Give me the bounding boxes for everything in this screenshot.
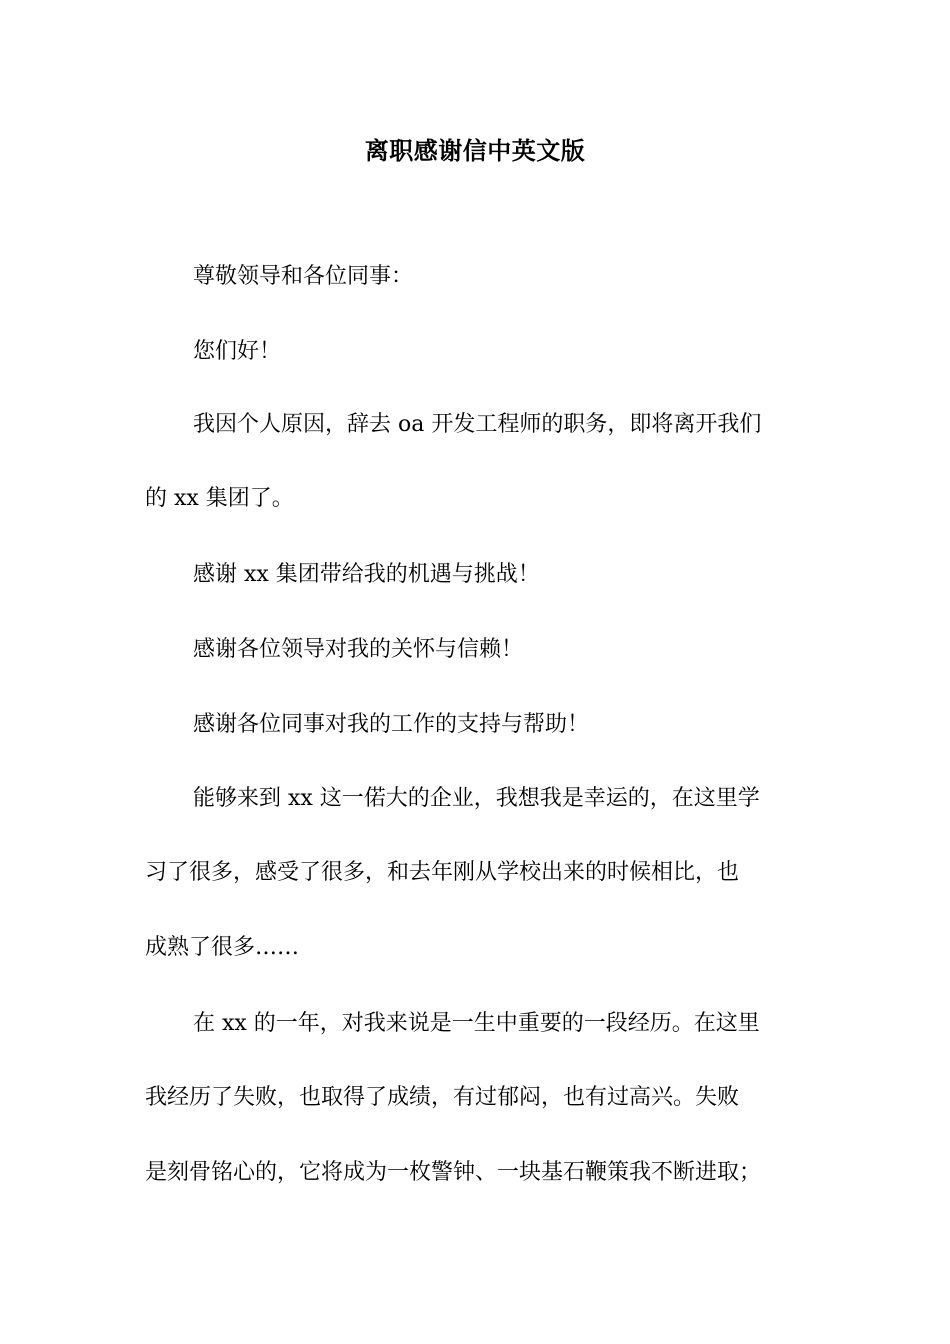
paragraph-line: 感谢各位领导对我的关怀与信赖！: [193, 637, 524, 662]
paragraph-line: 习了很多，感受了很多，和去年刚从学校出来的时候相比，也: [145, 860, 740, 885]
paragraph-line: 感谢各位同事对我的工作的支持与帮助！: [193, 712, 590, 737]
paragraph-line: 是刻骨铭心的，它将成为一枚警钟、一块基石鞭策我不断进取；: [145, 1160, 762, 1185]
salutation-line: 尊敬领导和各位同事：: [193, 264, 414, 289]
paragraph-line: 能够来到 xx 这一偌大的企业，我想我是幸运的，在这里学: [193, 786, 760, 811]
paragraph-line: 我经历了失败，也取得了成绩，有过郁闷，也有过高兴。失败: [145, 1085, 740, 1110]
document-title: 离职感谢信中英文版: [364, 137, 586, 165]
paragraph-line: 的 xx 集团了。: [145, 486, 294, 511]
greeting-line: 您们好！: [193, 339, 282, 364]
paragraph-line: 感谢 xx 集团带给我的机遇与挑战！: [193, 562, 540, 587]
paragraph-line: 我因个人原因，辞去 oa 开发工程师的职务，即将离开我们: [193, 412, 762, 437]
paragraph-line: 成熟了很多……: [145, 935, 300, 960]
paragraph-line: 在 xx 的一年，对我来说是一生中重要的一段经历。在这里: [193, 1011, 760, 1036]
